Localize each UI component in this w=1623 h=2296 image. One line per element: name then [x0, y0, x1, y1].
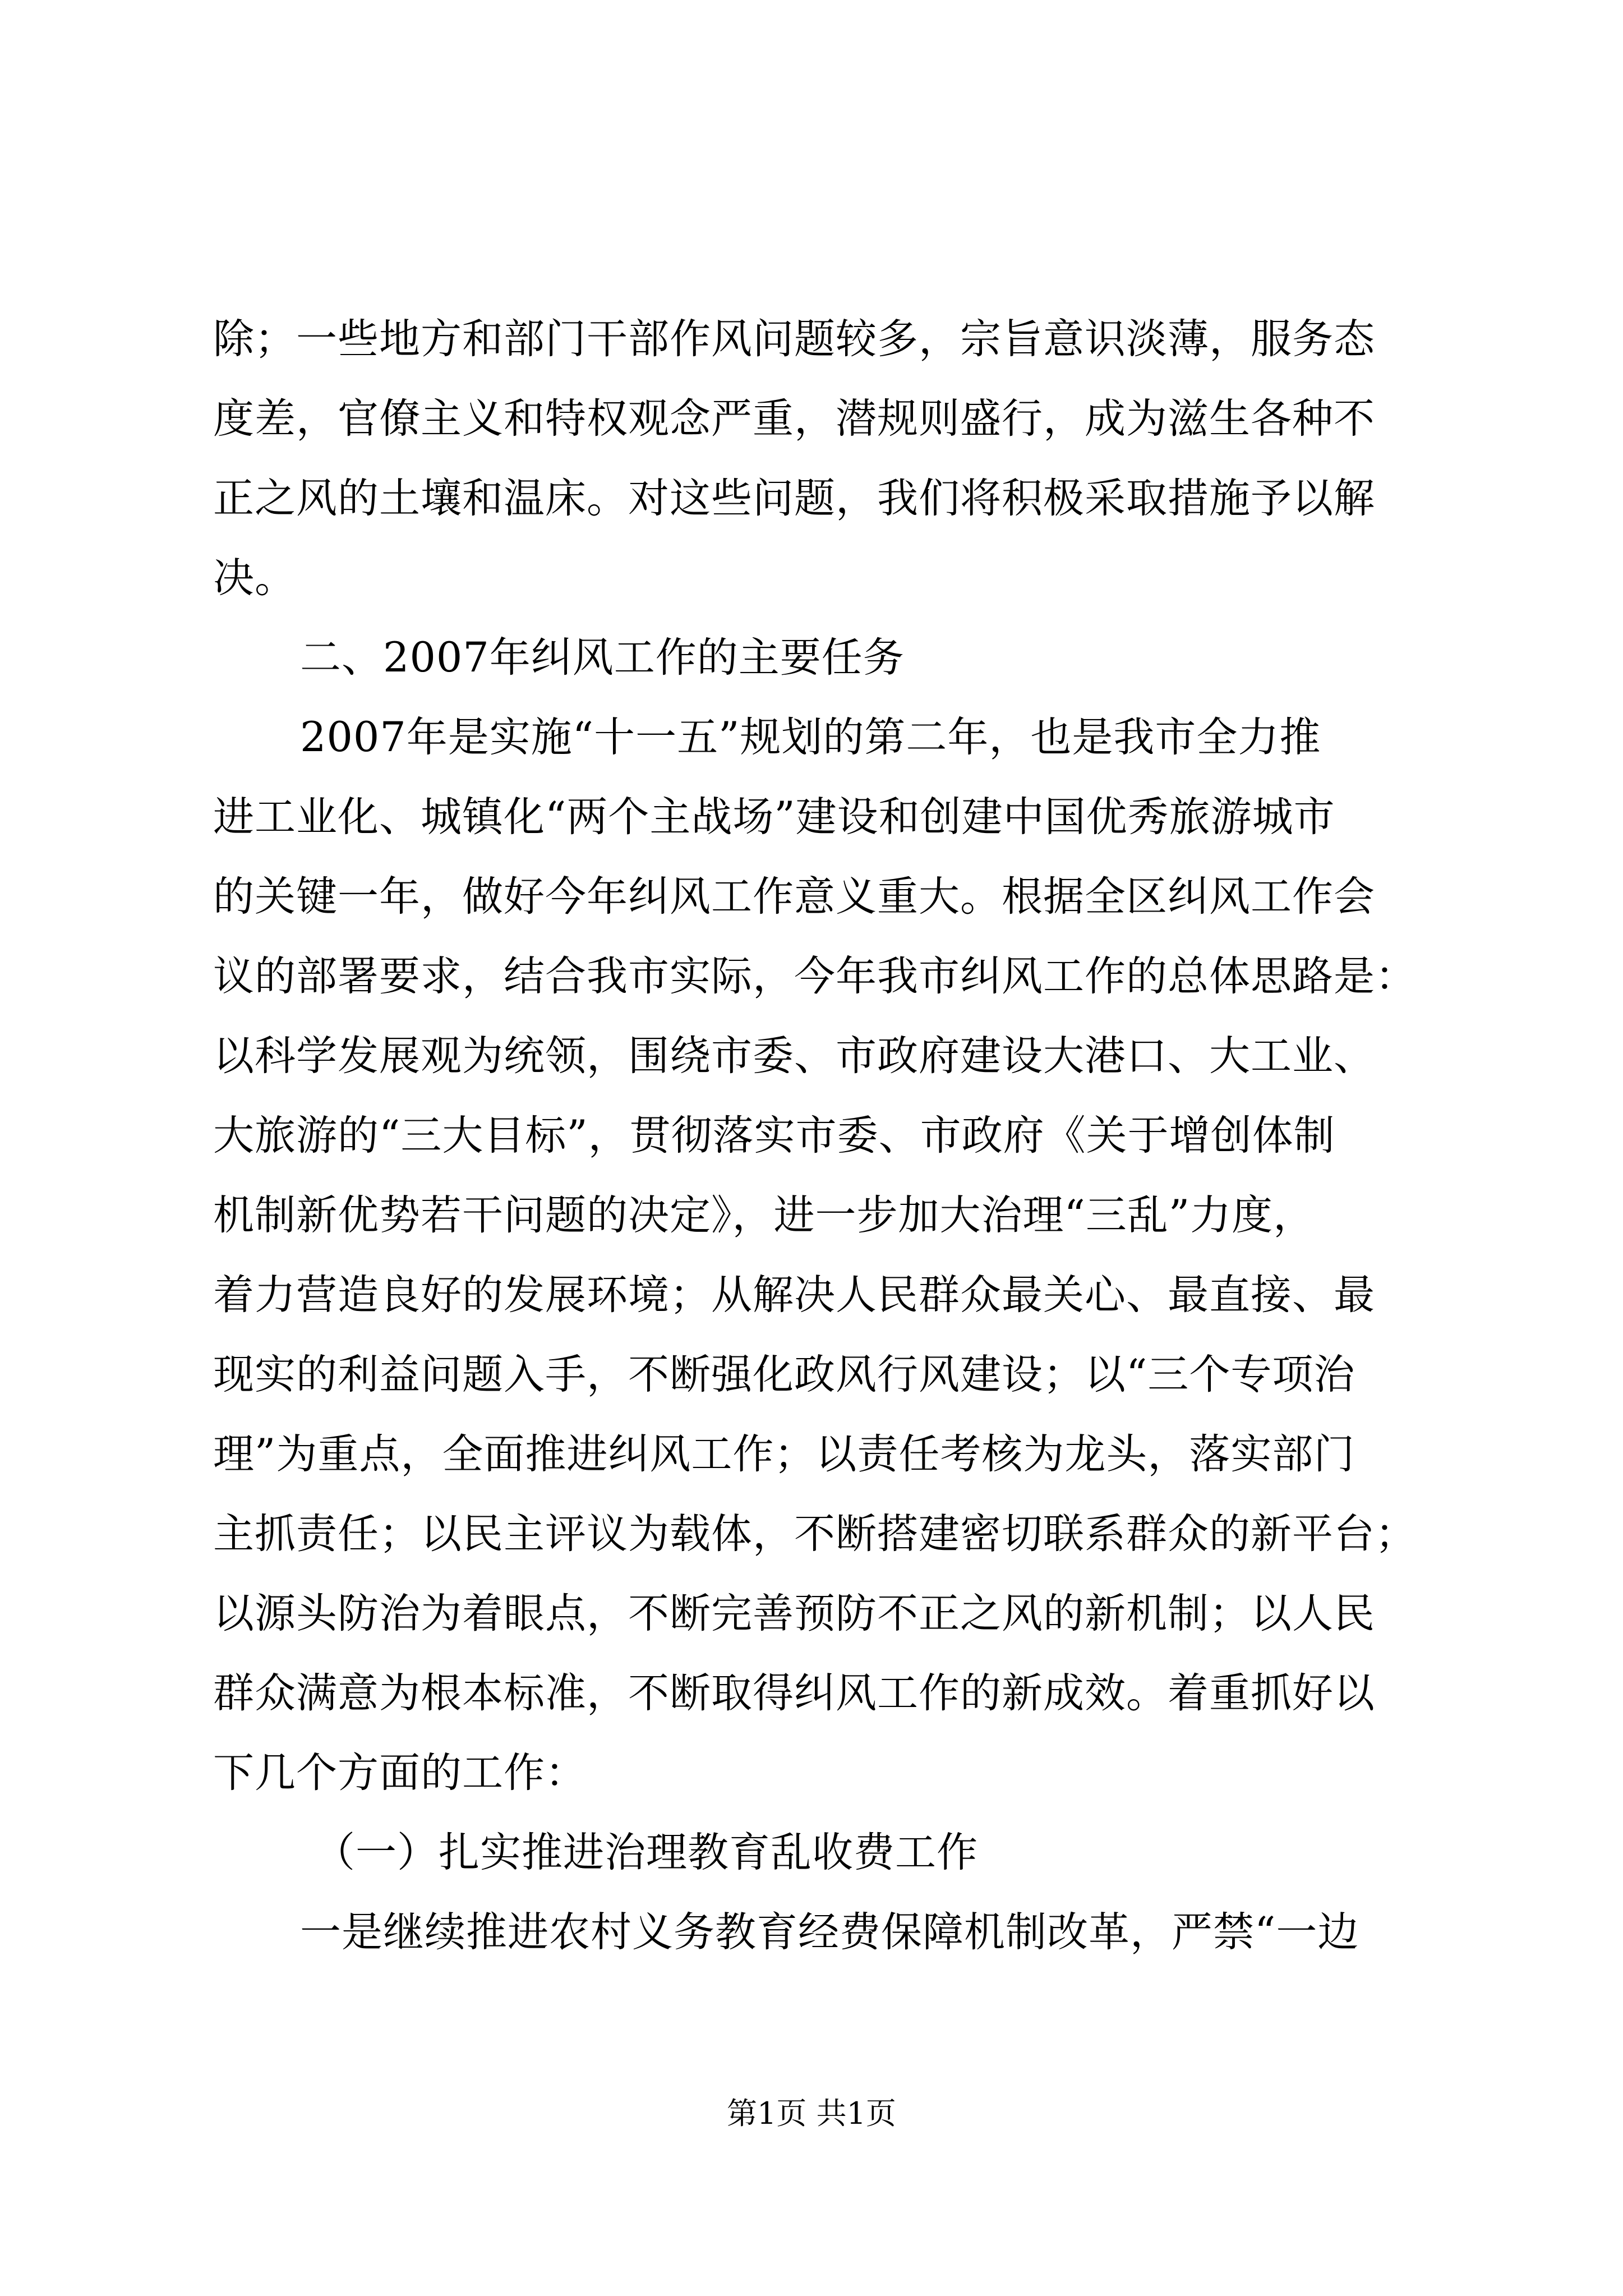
section-heading: 二、2007年纠风工作的主要任务	[300, 634, 905, 682]
body-line: 正之风的土壤和温床。对这些问题，我们将积极采取措施予以解	[213, 475, 1375, 522]
body-line: 主抓责任；以民主评议为载体，不断搭建密切联系群众的新平台；	[213, 1510, 1417, 1558]
body-line: 2007年是实施“十一五”规划的第二年，也是我市全力推	[300, 714, 1321, 761]
body-line: 下几个方面的工作：	[213, 1749, 587, 1797]
body-line: 群众满意为根本标准，不断取得纠风工作的新成效。着重抓好以	[213, 1669, 1375, 1717]
body-line: 的关键一年，做好今年纠风工作意义重大。根据全区纠风工作会	[213, 873, 1375, 921]
body-line: 议的部署要求，结合我市实际，今年我市纠风工作的总体思路是：	[213, 953, 1417, 1000]
body-line: 以科学发展观为统领，围绕市委、市政府建设大港口、大工业、	[213, 1032, 1375, 1080]
body-line: 理”为重点，全面推进纠风工作；以责任考核为龙头，落实部门	[213, 1430, 1355, 1478]
body-line: 着力营造良好的发展环境；从解决人民群众最关心、最直接、最	[213, 1271, 1375, 1319]
body-line: 现实的利益问题入手，不断强化政风行风建设；以“三个专项治	[213, 1351, 1355, 1398]
body-line: 进工业化、城镇化“两个主战场”建设和创建中国优秀旅游城市	[213, 793, 1335, 841]
body-line: 一是继续推进农村义务教育经费保障机制改革，严禁“一边	[300, 1908, 1359, 1956]
body-line: 除；一些地方和部门干部作风问题较多，宗旨意识淡薄，服务态	[213, 315, 1375, 363]
body-line: 度差，官僚主义和特权观念严重，潜规则盛行，成为滋生各种不	[213, 395, 1375, 443]
body-line: 决。	[213, 554, 296, 602]
body-line: 机制新优势若干问题的决定》，进一步加大治理“三乱”力度，	[213, 1191, 1315, 1239]
body-line: 以源头防治为着眼点，不断完善预防不正之风的新机制；以人民	[213, 1590, 1375, 1637]
page-number-footer: 第1页 共1页	[727, 2096, 896, 2131]
body-line: 大旅游的“三大目标”，贯彻落实市委、市政府《关于增创体制	[213, 1112, 1335, 1159]
subsection-heading: （一）扎实推进治理教育乱收费工作	[314, 1829, 978, 1876]
